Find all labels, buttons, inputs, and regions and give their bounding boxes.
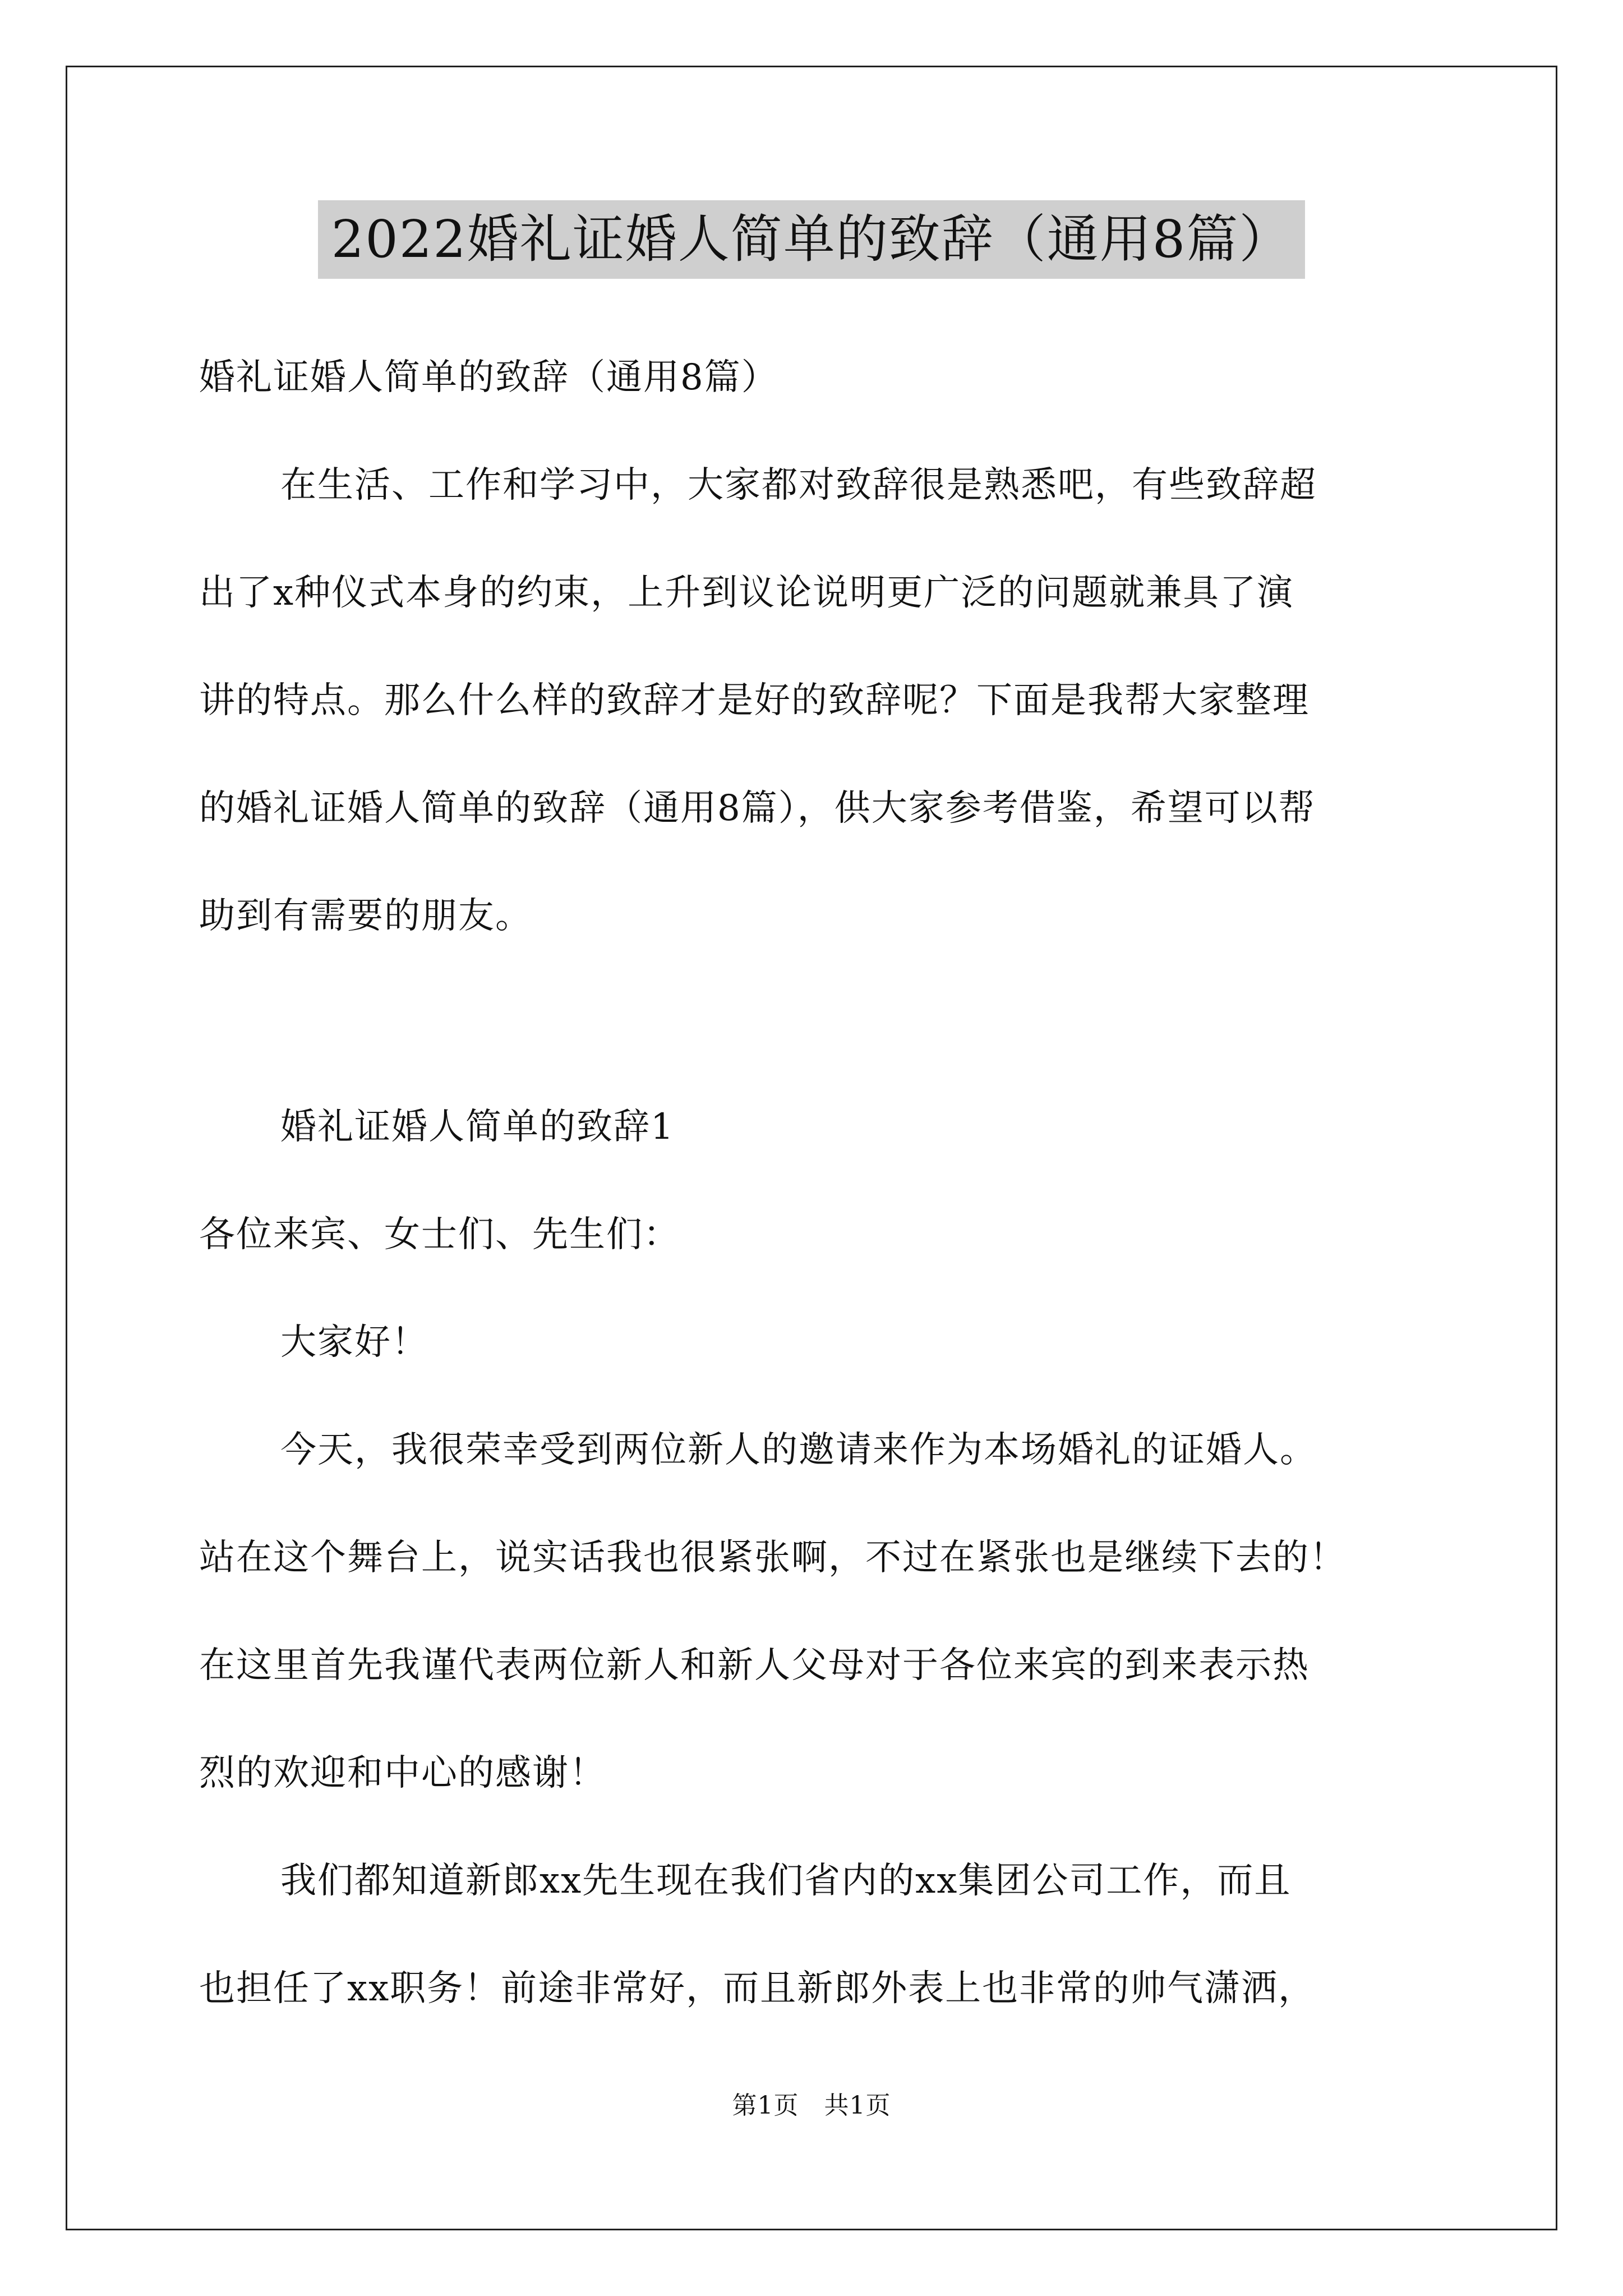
intro-line-5: 助到有需要的朋友。 (199, 895, 532, 937)
intro-line-2: 出了x种仪式本身的约束，上升到议论说明更广泛的问题就兼具了演 (199, 572, 1294, 614)
greeting: 大家好！ (280, 1322, 428, 1363)
paragraph-1-line-3: 在这里首先我谨代表两位新人和新人父母对于各位来宾的到来表示热 (199, 1645, 1310, 1686)
paragraph-1-line-2: 站在这个舞台上，说实话我也很紧张啊，不过在紧张也是继续下去的！ (199, 1537, 1347, 1579)
document-subtitle: 婚礼证婚人简单的致辞（通用8篇） (199, 357, 778, 398)
title-container (0, 200, 1623, 279)
paragraph-1-line-1: 今天，我很荣幸受到两位新人的邀请来作为本场婚礼的证婚人。 (280, 1429, 1317, 1471)
page-number-footer: 第1页 共1页 (732, 2091, 891, 2120)
paragraph-2-line-2: 也担任了xx职务！前途非常好，而且新郎外表上也非常的帅气潇洒， (199, 1968, 1316, 2009)
intro-line-1: 在生活、工作和学习中，大家都对致辞很是熟悉吧，有些致辞超 (280, 464, 1317, 506)
section-heading: 婚礼证婚人简单的致辞1 (280, 1106, 675, 1148)
paragraph-2-line-1: 我们都知道新郎xx先生现在我们省内的xx集团公司工作，而且 (280, 1860, 1292, 1902)
intro-line-4: 的婚礼证婚人简单的致辞（通用8篇），供大家参考借鉴，希望可以帮 (199, 788, 1316, 829)
paragraph-1-line-4: 烈的欢迎和中心的感谢！ (199, 1752, 606, 1794)
salutation: 各位来宾、女士们、先生们： (199, 1214, 680, 1255)
document-title: 2022婚礼证婚人简单的致辞（通用8篇） (318, 200, 1306, 279)
intro-line-3: 讲的特点。那么什么样的致辞才是好的致辞呢？下面是我帮大家整理 (199, 680, 1310, 721)
